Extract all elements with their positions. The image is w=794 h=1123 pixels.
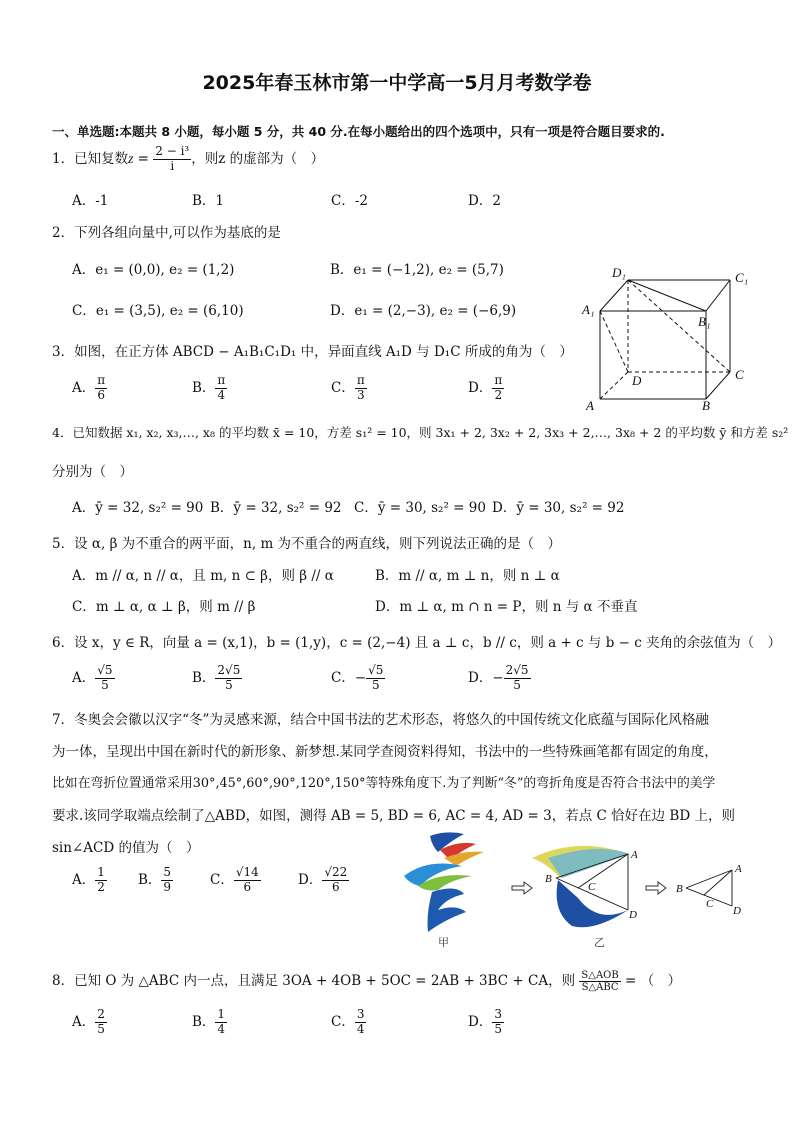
- label-d: D: [632, 373, 642, 388]
- q1-fraction: [153, 145, 191, 174]
- q5-option-a: A．m // α, n // α，且 m, n ⊂ β，则 β // α: [72, 568, 334, 584]
- tri-label-b: B: [676, 883, 683, 895]
- question-7-line3: 比如在弯折位置通常采用30°,45°,60°,90°,120°,150°等特殊角度下.为了判断“冬”的弯折角度是否符合书法中的美学: [52, 776, 716, 791]
- q7-option-c: C． $\frac{√14}{6}$: [210, 865, 259, 894]
- question-8: [52, 966, 681, 996]
- q1-option-c: C．-2: [331, 193, 368, 209]
- fig-yi-label-b: B: [545, 873, 552, 885]
- q2-option-a: A．e₁ = (0,0), e₂ = (1,2): [72, 262, 235, 278]
- q1-option-a: A．-1: [72, 193, 109, 209]
- q1-option-d: D．2: [468, 193, 501, 209]
- q4-option-d: D．ȳ = 30, s₂² = 92: [492, 500, 625, 516]
- question-2: 2．下列各组向量中,可以作为基底的是: [52, 225, 281, 241]
- fig-yi-label-d: D: [629, 909, 637, 921]
- q1-frac-num: 2 − i³: [155, 144, 190, 159]
- edge-b1c1: [706, 280, 730, 311]
- cube-figure: [580, 262, 755, 414]
- q6-option-b: B． $\frac{2√5}{5}$: [192, 663, 241, 692]
- question-4-line1: 4．已知数据 x₁, x₂, x₃,…, x₈ 的平均数 x̄ = 10，方差 s₁² = 10，则 3x₁ + 2, 3x₂ + 2, 3x₃ + 2,…, 3x₈ + 2 的平均数 ȳ 和方差 s₂²: [52, 425, 789, 440]
- question-7-line2: 为一体，呈现出中国在新时代的新形象、新梦想.某同学查阅资料得知，书法中的一些特殊画笔都有固定的角度，: [52, 744, 718, 760]
- q3-option-b: B． $\frac{\pi}{4}$: [192, 373, 226, 402]
- q7-option-b: B． $\frac{5}{9}$: [138, 865, 172, 894]
- arrow-icon: [512, 882, 532, 894]
- q6-option-c: C．− $\frac{√5}{5}$: [331, 663, 384, 692]
- fig-label-yi: 乙: [594, 937, 605, 949]
- q7-figure: [398, 828, 758, 950]
- q1-post: ，则z 的虚部为（ ）: [191, 151, 325, 167]
- winter-olympics-emblem: [404, 832, 484, 932]
- label-d1: D₁: [612, 265, 626, 280]
- edge-da: [600, 372, 628, 399]
- q4-option-b: B．ȳ = 32, s₂² = 92: [210, 500, 342, 516]
- fig-yi-label-a: A: [631, 849, 638, 861]
- q6-option-a: A． $\frac{√5}{5}$: [72, 663, 113, 692]
- question-7-line4: 要求.该同学取端点绘制了△ABD，如图，测得 AB = 5, BD = 6, AC = 4, AD = 3，若点 C 恰好在边 BD 上，则: [52, 808, 735, 824]
- label-b1: B₁: [698, 314, 711, 329]
- q4-option-c: C．ȳ = 30, s₂² = 90: [354, 500, 486, 516]
- q8-option-b: B． $\frac{1}{4}$: [192, 1007, 226, 1036]
- diag-d1c: [628, 280, 730, 372]
- q8-option-d: D． $\frac{3}{5}$: [468, 1007, 502, 1036]
- q8-option-a: A． $\frac{2}{5}$: [72, 1007, 105, 1036]
- edge-bc: [706, 372, 730, 399]
- question-7-line5: sin∠ACD 的值为（ ）: [52, 840, 200, 856]
- q7-option-a: A． $\frac{1}{2}$: [72, 865, 105, 894]
- q5-option-d: D．m ⊥ α, m ∩ n = P，则 n 与 α 不垂直: [375, 599, 638, 615]
- q1-option-b: B．1: [192, 193, 225, 209]
- diag-a1d: [600, 311, 628, 372]
- calligraphy-stroke-figure: [532, 846, 638, 927]
- section-heading: 一、单选题:本题共 8 小题，每小题 5 分，共 40 分.在每小题给出的四个选项中，只有一项是符合题目要求的.: [52, 124, 665, 139]
- q5-option-c: C．m ⊥ α, α ⊥ β，则 m // β: [72, 599, 256, 615]
- question-3: 3．如图，在正方体 ABCD − A₁B₁C₁D₁ 中，异面直线 A₁D 与 D₁C 所成的角为（ ）: [52, 344, 573, 360]
- question-1: 1．已知复数z = $\frac{\text{2 − i³}}{i}$ ，则z 的虚部为（ ）: [52, 144, 325, 173]
- fig-label-jia: 甲: [438, 937, 449, 949]
- q2-option-d: D．e₁ = (2,−3), e₂ = (−6,9): [330, 303, 517, 319]
- label-b: B: [702, 398, 710, 413]
- edge-d1a1: [600, 280, 628, 311]
- q3-option-a: A． $\frac{\pi}{6}$: [72, 373, 106, 402]
- label-a1: A₁: [582, 302, 595, 317]
- tri-label-c: C: [706, 898, 714, 910]
- diag-d1b1: [628, 280, 706, 311]
- fig-yi-label-c: C: [588, 881, 596, 893]
- q1-frac-den: i: [170, 159, 175, 173]
- tri-label-a: A: [735, 863, 742, 875]
- label-c: C: [735, 367, 744, 382]
- q2-option-c: C．e₁ = (3,5), e₂ = (6,10): [72, 303, 244, 319]
- question-6: 6．设 x，y ∈ R，向量 a = (x,1)，b = (1,y)，c = (2,−4) 且 a ⊥ c，b // c，则 a + c 与 b − c 夹角的余弦值为（ ）: [52, 635, 782, 651]
- q3-option-c: C． $\frac{\pi}{3}$: [331, 373, 365, 402]
- q8-option-c: C． $\frac{3}{4}$: [331, 1007, 365, 1036]
- q7-option-d: D． $\frac{√22}{6}$: [298, 865, 348, 894]
- q1-num: 1．: [52, 151, 75, 167]
- arrow-icon: [646, 882, 666, 894]
- question-4-line2: 分别为（ ）: [52, 464, 133, 480]
- q3-option-d: D． $\frac{\pi}{2}$: [468, 373, 503, 402]
- q4-option-a: A．ȳ = 32, s₂² = 90: [72, 500, 204, 516]
- q5-option-b: B．m // α, m ⊥ n，则 n ⊥ α: [375, 568, 560, 584]
- q8-fraction: S△AOB S△ABC: [581, 969, 619, 993]
- q2-option-b: B．e₁ = (−1,2), e₂ = (5,7): [330, 262, 504, 278]
- q8-post: = （ ）: [620, 973, 682, 989]
- label-c1: C₁: [735, 270, 749, 285]
- q1-pre: 已知复数: [74, 151, 129, 167]
- tri-label-d: D: [733, 905, 741, 917]
- question-7-line1: 7．冬奥会会徽以汉字“冬”为灵感来源，结合中国书法的艺术形态，将悠久的中国传统文化底蕴与国际化风格融: [52, 712, 709, 728]
- page-title: 2025年春玉林市第一中学高一5月月考数学卷: [202, 72, 592, 94]
- q6-option-d: D．− $\frac{2√5}{5}$: [468, 663, 529, 692]
- label-a: A: [586, 398, 594, 413]
- question-5: 5．设 α, β 为不重合的两平面，n, m 为不重合的两直线，则下列说法正确的是（ ）: [52, 536, 562, 552]
- q8-pre: 8．已知 O 为 △ABC 内一点，且满足 3OA + 4OB + 5OC = 2AB + 3BC + CA，则: [52, 973, 576, 989]
